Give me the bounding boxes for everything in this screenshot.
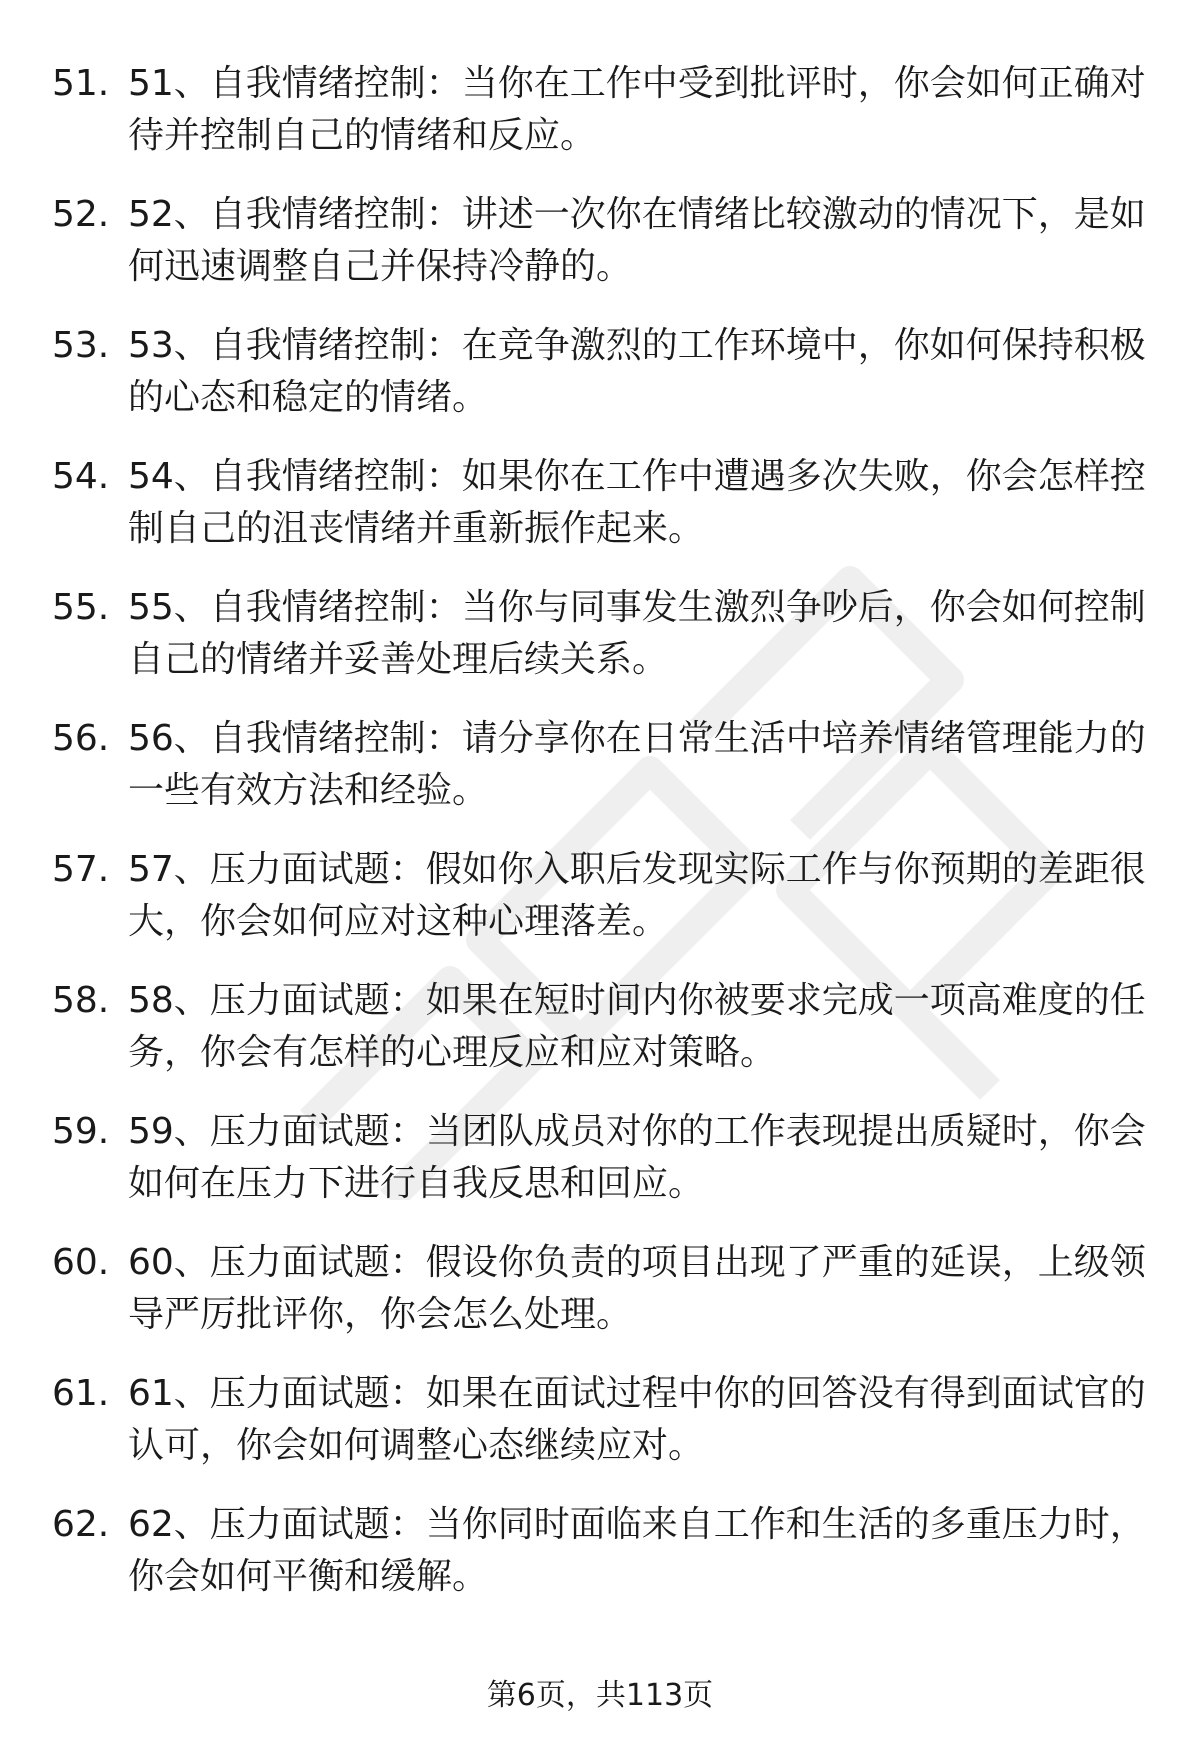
question-list — [0, 58, 1200, 1630]
question-text: 57、压力面试题：假如你入职后发现实际工作与你预期的差距很大，你会如何应对这种心理落差。 — [128, 849, 1146, 942]
question-item — [0, 1106, 1200, 1237]
question-number: 53. — [52, 325, 110, 366]
question-text: 62、压力面试题：当你同时面临来自工作和生活的多重压力时，你会如何平衡和缓解。 — [128, 1504, 1146, 1597]
question-number: 60. — [52, 1242, 110, 1283]
question-item — [0, 713, 1200, 844]
question-item — [0, 58, 1200, 189]
question-item — [0, 320, 1200, 451]
question-number: 52. — [52, 194, 110, 235]
question-text: 56、自我情绪控制：请分享你在日常生活中培养情绪管理能力的一些有效方法和经验。 — [128, 718, 1146, 811]
question-item — [0, 189, 1200, 320]
question-text: 53、自我情绪控制：在竞争激烈的工作环境中，你如何保持积极的心态和稳定的情绪。 — [128, 325, 1146, 418]
question-text: 58、压力面试题：如果在短时间内你被要求完成一项高难度的任务，你会有怎样的心理反应和应对策略。 — [128, 980, 1146, 1073]
question-number: 51. — [52, 63, 110, 104]
question-text: 51、自我情绪控制：当你在工作中受到批评时，你会如何正确对待并控制自己的情绪和反应。 — [128, 63, 1146, 156]
question-number: 58. — [52, 980, 110, 1021]
question-number: 59. — [52, 1111, 110, 1152]
question-item — [0, 844, 1200, 975]
question-number: 54. — [52, 456, 110, 497]
page-footer — [0, 1676, 1200, 1716]
question-item — [0, 1237, 1200, 1368]
page-number-label: 第6页，共113页 — [486, 1678, 714, 1713]
question-text: 60、压力面试题：假设你负责的项目出现了严重的延误，上级领导严厉批评你，你会怎么处理。 — [128, 1242, 1146, 1335]
question-number: 55. — [52, 587, 110, 628]
question-text: 59、压力面试题：当团队成员对你的工作表现提出质疑时，你会如何在压力下进行自我反思和回应。 — [128, 1111, 1146, 1204]
question-text: 61、压力面试题：如果在面试过程中你的回答没有得到面试官的认可，你会如何调整心态继续应对。 — [128, 1373, 1146, 1466]
question-item — [0, 975, 1200, 1106]
question-text: 52、自我情绪控制：讲述一次你在情绪比较激动的情况下，是如何迅速调整自己并保持冷静的。 — [128, 194, 1146, 287]
question-number: 56. — [52, 718, 110, 759]
question-number: 61. — [52, 1373, 110, 1414]
question-item — [0, 582, 1200, 713]
question-item — [0, 1368, 1200, 1499]
question-text: 54、自我情绪控制：如果你在工作中遭遇多次失败，你会怎样控制自己的沮丧情绪并重新振作起来。 — [128, 456, 1146, 549]
question-item — [0, 451, 1200, 582]
question-text: 55、自我情绪控制：当你与同事发生激烈争吵后，你会如何控制自己的情绪并妥善处理后续关系。 — [128, 587, 1146, 680]
question-item — [0, 1499, 1200, 1630]
question-number: 62. — [52, 1504, 110, 1545]
question-number: 57. — [52, 849, 110, 890]
